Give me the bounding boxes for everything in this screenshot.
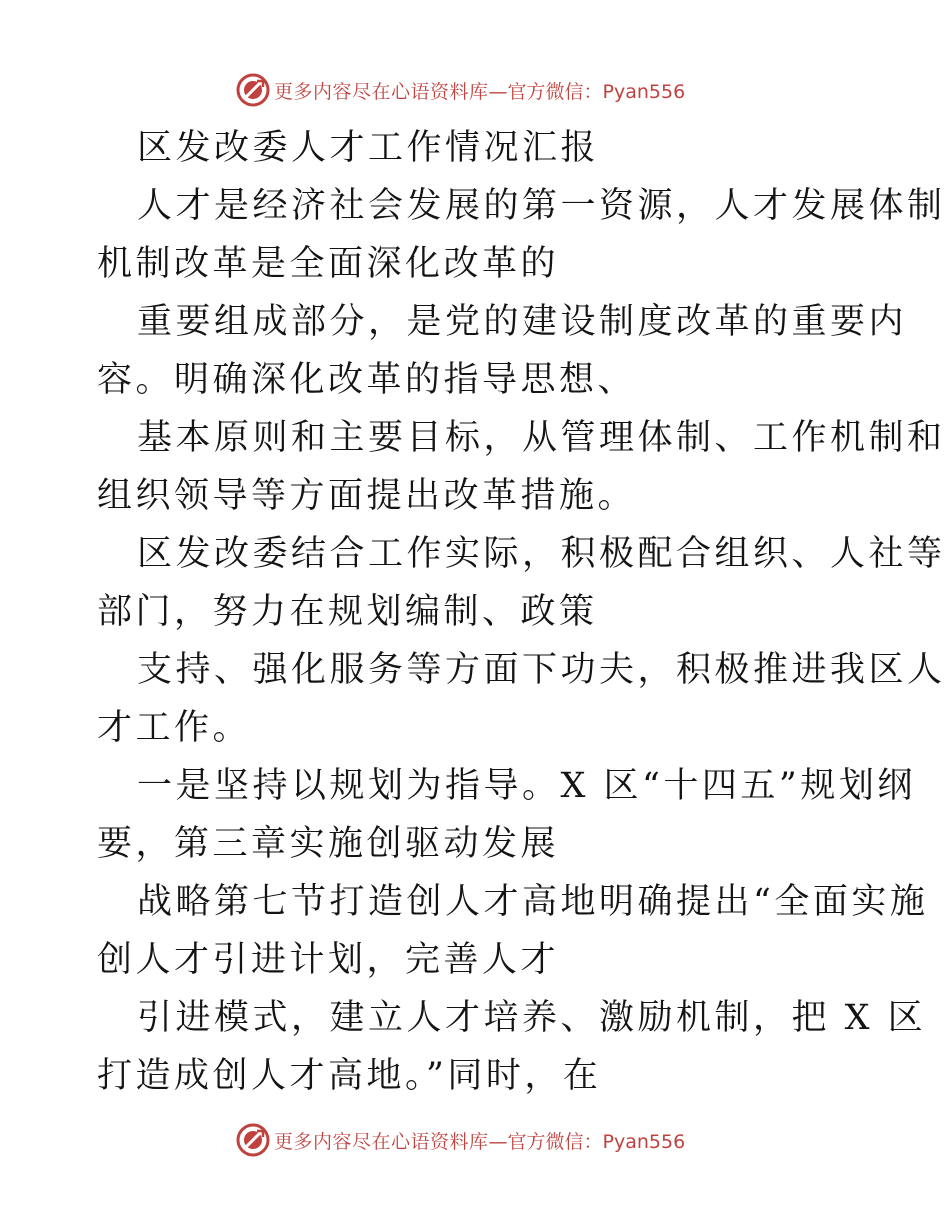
paragraph-line: 容。明确深化改革的指导思想、 xyxy=(97,360,637,400)
document-title: 区发改委人才工作情况汇报 xyxy=(137,128,600,168)
watermark-wechat: —官方微信：Pyan556 xyxy=(488,1130,686,1153)
paragraph-line: 机制改革是全面深化改革的 xyxy=(97,244,560,284)
paragraph-line: 要，第三章实施创驱动发展 xyxy=(97,824,560,864)
paragraph-line: 引进模式，建立人才培养、激励机制，把 X 区 xyxy=(137,998,927,1038)
paragraph-line: 基本原则和主要目标，从管理体制、工作机制和 xyxy=(137,418,946,458)
paragraph-line: 区发改委结合工作实际，积极配合组织、人社等 xyxy=(137,534,946,574)
paragraph-line: 一是坚持以规划为指导。X 区“十四五”规划纲 xyxy=(137,766,916,806)
watermark-wechat: —官方微信：Pyan556 xyxy=(488,80,686,103)
watermark-text: 更多内容尽在心语资料库 xyxy=(274,1130,489,1153)
watermark-text: 更多内容尽在心语资料库 xyxy=(274,80,489,103)
paragraph-line: 人才是经济社会发展的第一资源，人才发展体制 xyxy=(137,186,946,226)
brand-logo-icon xyxy=(236,1123,270,1157)
watermark-footer xyxy=(236,1123,685,1157)
paragraph-line: 组织领导等方面提出改革措施。 xyxy=(97,476,637,516)
paragraph-line: 创人才引进计划，完善人才 xyxy=(97,940,560,980)
paragraph-line: 才工作。 xyxy=(97,708,252,748)
paragraph-line: 打造成创人才高地。”同时，在 xyxy=(97,1056,602,1096)
paragraph-line: 部门，努力在规划编制、政策 xyxy=(97,592,598,632)
paragraph-line: 支持、强化服务等方面下功夫，积极推进我区人 xyxy=(137,650,946,690)
paragraph-line: 战略第七节打造创人才高地明确提出“全面实施 xyxy=(137,882,929,922)
paragraph-line: 重要组成部分，是党的建设制度改革的重要内 xyxy=(137,302,908,342)
